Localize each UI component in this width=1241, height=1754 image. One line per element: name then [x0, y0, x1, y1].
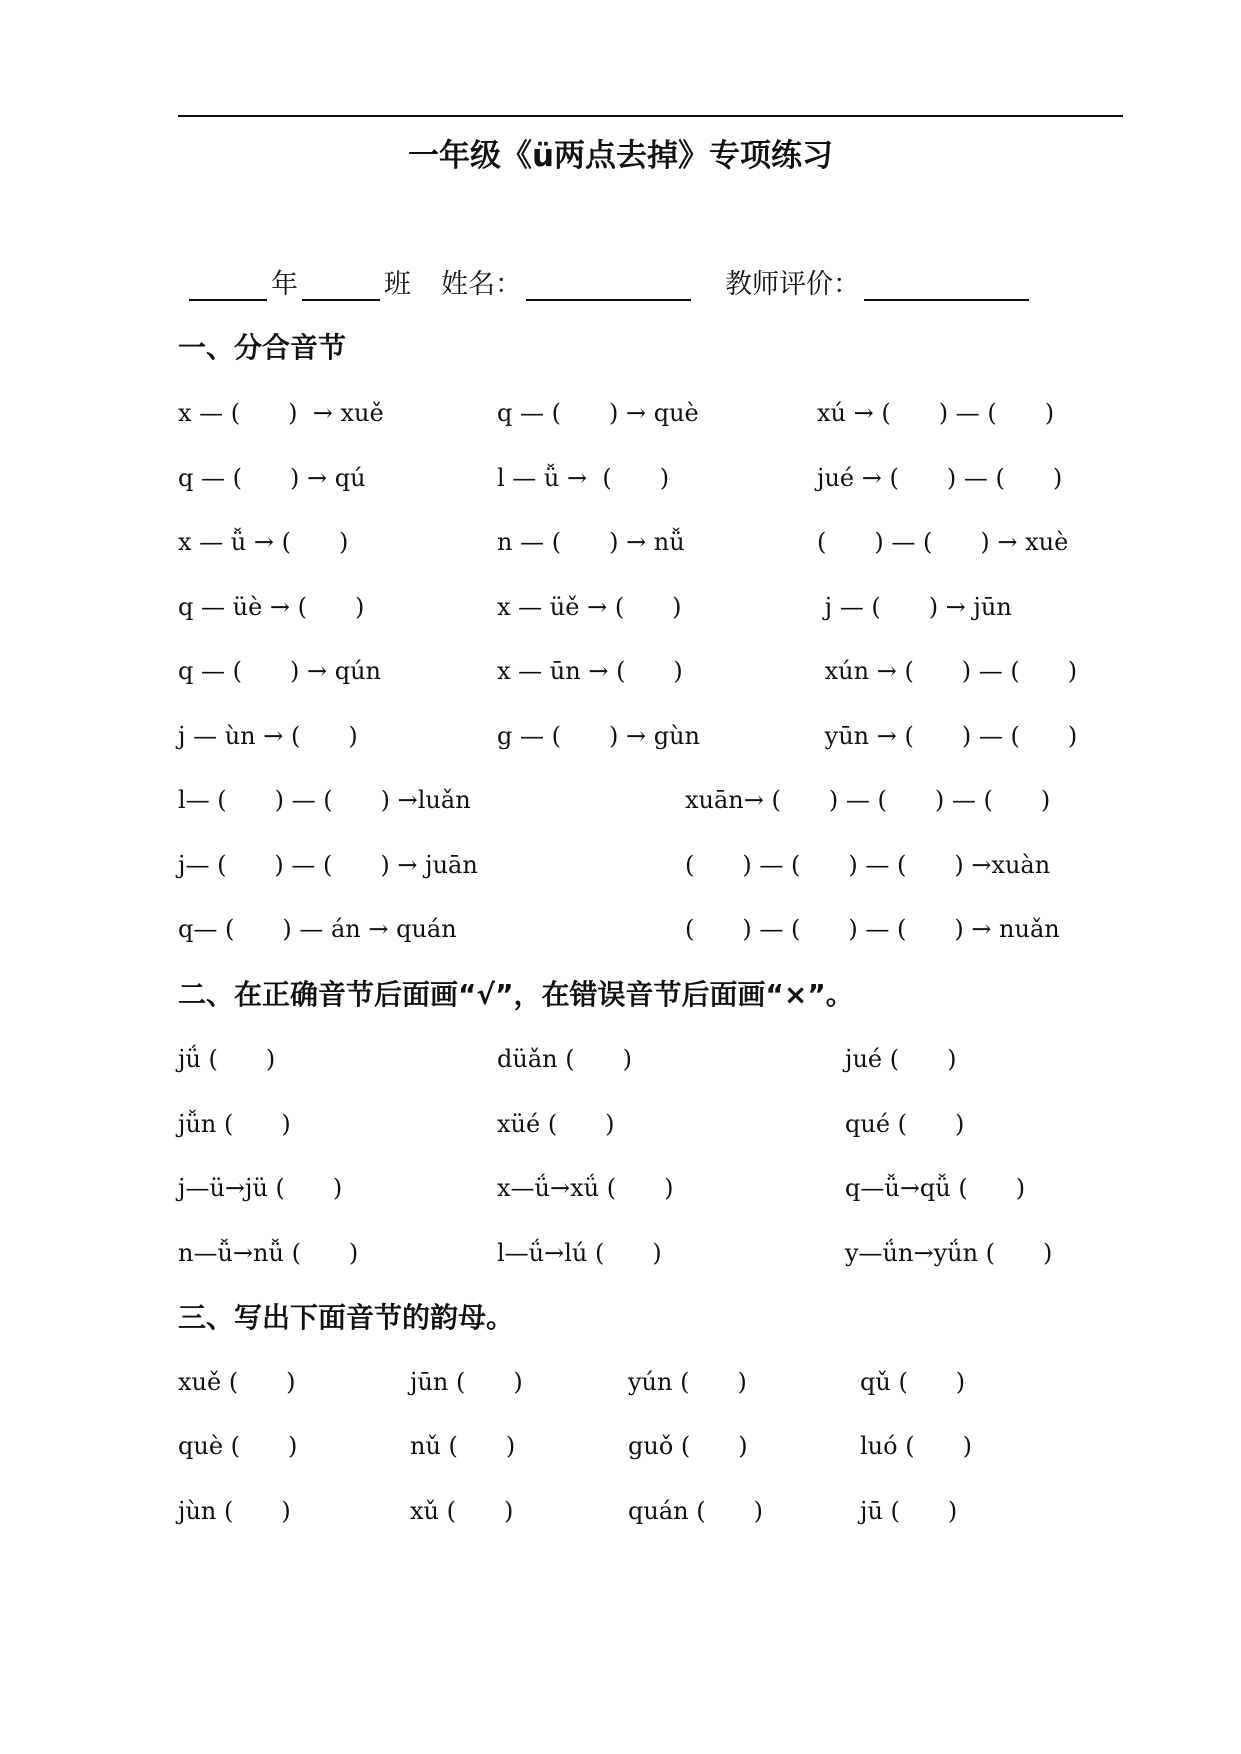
- section1-item[interactable]: q— ( ) — án → quán: [178, 915, 457, 943]
- class-blank[interactable]: [302, 271, 380, 301]
- section1-item[interactable]: q — ( ) → què: [497, 399, 699, 427]
- section2-item[interactable]: n—ǚ→nǚ ( ): [178, 1239, 359, 1267]
- section1-item[interactable]: j— ( ) — ( ) → juān: [178, 851, 478, 879]
- section2-item[interactable]: jué ( ): [845, 1045, 957, 1073]
- section3-item[interactable]: jūn ( ): [410, 1368, 523, 1396]
- section2-item[interactable]: jǚn ( ): [178, 1110, 291, 1138]
- section3-item[interactable]: yún ( ): [628, 1368, 747, 1396]
- section3-item[interactable]: guǒ ( ): [628, 1432, 748, 1460]
- section3-item[interactable]: quán ( ): [628, 1497, 763, 1525]
- grade-blank[interactable]: [189, 271, 267, 301]
- section1-item[interactable]: j — ( ) → jūn: [817, 593, 1012, 621]
- section1-item[interactable]: g — ( ) → gùn: [497, 722, 700, 750]
- section1-item[interactable]: q — ( ) → qún: [178, 657, 381, 685]
- section3-heading: 三、写出下面音节的韵母。: [178, 1301, 515, 1334]
- section1-item[interactable]: x — ūn → ( ): [497, 657, 683, 685]
- section1-item[interactable]: l — ǚ → ( ): [497, 464, 670, 492]
- section1-item[interactable]: xú → ( ) — ( ): [817, 399, 1055, 427]
- section1-item[interactable]: x — ǚ → ( ): [178, 528, 349, 556]
- section1-item[interactable]: x — ( ) → xuě: [178, 399, 384, 427]
- section1-item[interactable]: ( ) — ( ) — ( ) → nuǎn: [685, 915, 1060, 943]
- section1-item[interactable]: xún → ( ) — ( ): [817, 657, 1078, 685]
- section3-item[interactable]: què ( ): [178, 1432, 298, 1460]
- section1-item[interactable]: jué → ( ) — ( ): [817, 464, 1063, 492]
- section1-item[interactable]: yūn → ( ) — ( ): [817, 722, 1078, 750]
- section2-item[interactable]: x—ǘ→xǘ ( ): [497, 1174, 674, 1202]
- section3-item[interactable]: qǔ ( ): [860, 1368, 966, 1396]
- section3-item[interactable]: xǔ ( ): [410, 1497, 514, 1525]
- class-label: 班: [384, 269, 411, 300]
- section2-item[interactable]: q—ǚ→qǚ ( ): [845, 1174, 1026, 1202]
- section1-item[interactable]: l— ( ) — ( ) →luǎn: [178, 786, 471, 814]
- section2-item[interactable]: qué ( ): [845, 1110, 965, 1138]
- page-title: 一年级《ü两点去掉》专项练习: [407, 138, 834, 174]
- name-blank[interactable]: [526, 271, 691, 301]
- grade-label: 年: [271, 269, 298, 300]
- section3-item[interactable]: jùn ( ): [178, 1497, 291, 1525]
- section1-item[interactable]: q — üè → ( ): [178, 593, 365, 621]
- section3-item[interactable]: xuě ( ): [178, 1368, 296, 1396]
- teacher-label: 教师评价：: [725, 269, 860, 300]
- section1-item[interactable]: ( ) — ( ) → xuè: [817, 528, 1069, 556]
- section1-item[interactable]: ( ) — ( ) — ( ) →xuàn: [685, 851, 1051, 879]
- section3-item[interactable]: nǔ ( ): [410, 1432, 516, 1460]
- section2-item[interactable]: j—ü→jü ( ): [178, 1174, 343, 1202]
- section1-item[interactable]: n — ( ) → nǚ: [497, 528, 685, 556]
- section2-item[interactable]: l—ǘ→lú ( ): [497, 1239, 662, 1267]
- section1-item[interactable]: q — ( ) → qú: [178, 464, 366, 492]
- section2-item[interactable]: jǘ ( ): [178, 1045, 276, 1073]
- section1-item[interactable]: j — ùn → ( ): [178, 722, 358, 750]
- top-rule: [178, 115, 1123, 117]
- section1-item[interactable]: x — üě → ( ): [497, 593, 682, 621]
- section2-item[interactable]: y—ǘn→yǘn ( ): [845, 1239, 1053, 1267]
- section3-item[interactable]: jū ( ): [860, 1497, 958, 1525]
- section1-item[interactable]: xuān→ ( ) — ( ) — ( ): [685, 786, 1051, 814]
- student-info-line: [185, 262, 1033, 301]
- teacher-blank[interactable]: [864, 271, 1029, 301]
- section1-heading: 一、分合音节: [178, 331, 347, 364]
- section3-item[interactable]: luó ( ): [860, 1432, 972, 1460]
- name-label: 姓名：: [441, 269, 522, 300]
- section2-item[interactable]: düǎn ( ): [497, 1045, 632, 1073]
- section2-heading: 二、在正确音节后面画“√”，在错误音节后面画“×”。: [178, 978, 854, 1011]
- section2-item[interactable]: xüé ( ): [497, 1110, 615, 1138]
